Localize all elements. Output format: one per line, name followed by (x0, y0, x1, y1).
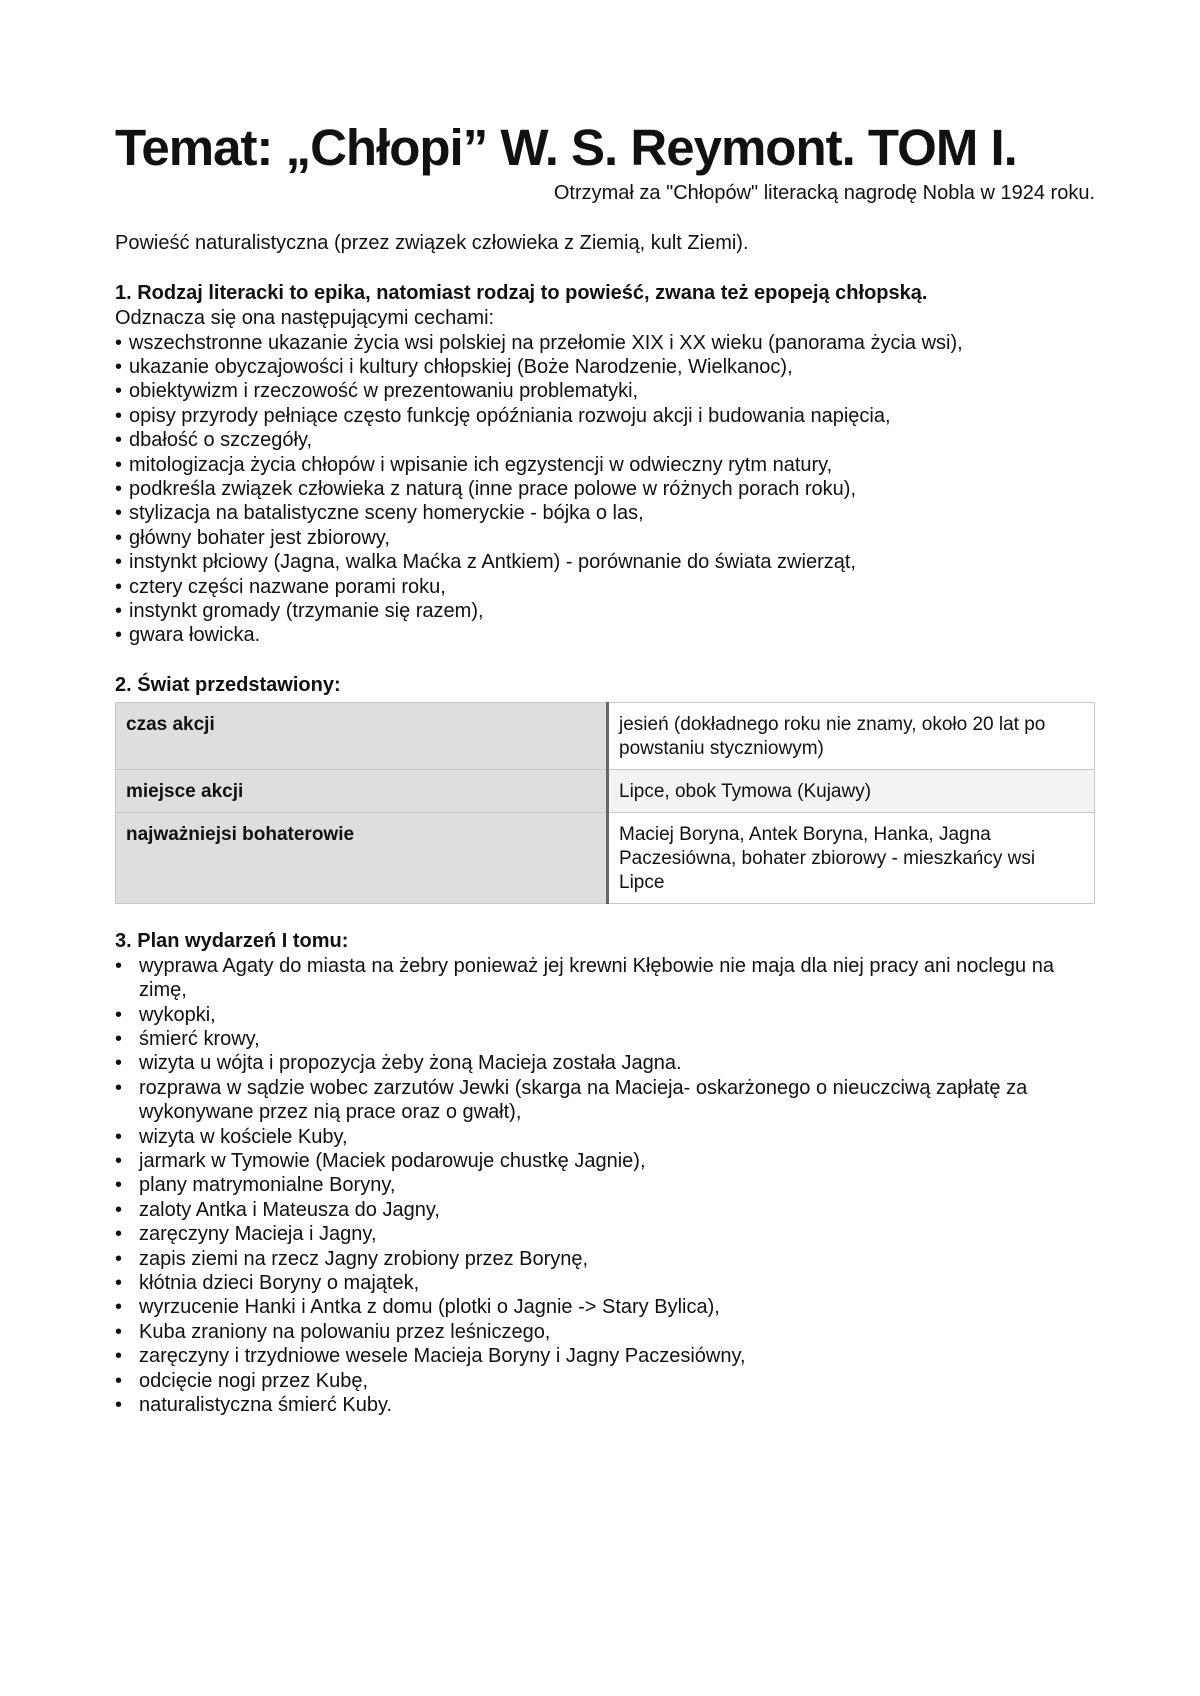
event-item (115, 1198, 1095, 1222)
feature-text: stylizacja na batalistyczne sceny homeryckie - bójka o las, (129, 502, 644, 525)
bullet-icon: • (115, 1150, 123, 1173)
event-text: wykopki, (139, 1003, 216, 1026)
bullet-icon: • (115, 954, 123, 977)
table-value-cell: Maciej Boryna, Antek Boryna, Hanka, Jagna Paczesiówna, bohater zbiorowy - mieszkańcy wsi Lipce (608, 812, 1095, 903)
table-key-cell: czas akcji (116, 702, 608, 769)
feature-text: główny bohater jest zbiorowy, (129, 526, 390, 549)
bullet-icon: • (115, 453, 123, 476)
bullet-icon: • (115, 1198, 123, 1221)
event-item (115, 1222, 1095, 1246)
event-text: odcięcie nogi przez Kubę, (139, 1369, 369, 1392)
table-row (116, 812, 1095, 903)
bullet-icon: • (115, 1296, 123, 1319)
bullet-icon: • (115, 1174, 123, 1197)
bullet-icon: • (115, 599, 123, 622)
event-item (115, 1247, 1095, 1271)
event-item (115, 1051, 1095, 1075)
feature-text: cztery części nazwane porami roku, (129, 575, 446, 598)
event-item (115, 1271, 1095, 1295)
section-1-heading: 1. Rodzaj literacki to epika, natomiast rodzaj to powieść, zwana też epopeją chłopską. (115, 282, 928, 304)
event-text: śmierć krowy, (139, 1028, 260, 1050)
feature-item (115, 355, 1095, 379)
bullet-icon: • (115, 502, 123, 525)
bullet-icon: • (115, 1369, 123, 1392)
bullet-icon: • (115, 1320, 123, 1343)
feature-item (115, 428, 1095, 452)
feature-item (115, 623, 1095, 647)
event-text: zaręczyny Macieja i Jagny, (139, 1223, 377, 1246)
feature-item (115, 331, 1095, 355)
section-2 (115, 672, 1095, 904)
event-item (115, 1027, 1095, 1051)
feature-item (115, 379, 1095, 403)
event-text: jarmark w Tymowie (Maciek podarowuje chustkę Jagnie), (139, 1150, 646, 1173)
table-value-cell: Lipce, obok Tymowa (Kujawy) (608, 769, 1095, 812)
section-3-heading: 3. Plan wydarzeń I tomu: (115, 929, 349, 952)
bullet-icon: • (115, 1003, 123, 1026)
bullet-icon: • (115, 331, 123, 354)
feature-text: obiektywizm i rzeczowość w prezentowaniu problematyki, (129, 380, 639, 403)
table-key-cell: miejsce akcji (116, 769, 608, 812)
bullet-icon: • (115, 1223, 123, 1246)
bullet-icon: • (115, 1028, 123, 1050)
feature-item (115, 501, 1095, 525)
event-text: rozprawa w sądzie wobec zarzutów Jewki (skarga na Macieja- oskarżonego o nieuczciwą zapłatę za wykonywane przez nią prace oraz o gwałt), (139, 1076, 1028, 1124)
event-item (115, 1149, 1095, 1173)
feature-item (115, 550, 1095, 574)
feature-text: instynkt płciowy (Jagna, walka Maćka z Antkiem) - porównanie do świata zwierząt, (129, 551, 856, 574)
bullet-icon: • (115, 1247, 123, 1270)
bullet-icon: • (115, 575, 123, 598)
table-row (116, 702, 1095, 769)
events-list (115, 954, 1095, 1418)
section-1 (115, 280, 1095, 648)
event-text: plany matrymonialne Boryny, (139, 1174, 396, 1197)
world-table (115, 702, 1095, 904)
event-text: wizyta w kościele Kuby, (139, 1125, 348, 1148)
table-value-cell: jesień (dokładnego roku nie znamy, około 20 lat po powstaniu styczniowym) (608, 702, 1095, 769)
event-item (115, 1369, 1095, 1393)
section-1-lead: Odznacza się ona następującymi cechami: (115, 307, 495, 329)
bullet-icon: • (115, 1125, 123, 1148)
feature-text: opisy przyrody pełniące często funkcję opóźniania rozwoju akcji i budowania napięcia, (129, 404, 891, 427)
feature-item (115, 599, 1095, 623)
features-list (115, 331, 1095, 648)
event-text: zapis ziemi na rzecz Jagny zrobiony przez Borynę, (139, 1247, 589, 1270)
bullet-icon: • (115, 1052, 123, 1075)
document-page (115, 118, 1095, 1418)
feature-text: ukazanie obyczajowości i kultury chłopskiej (Boże Narodzenie, Wielkanoc), (129, 355, 793, 378)
feature-item (115, 575, 1095, 599)
event-text: wizyta u wójta i propozycja żeby żoną Macieja została Jagna. (139, 1052, 682, 1075)
event-item (115, 1125, 1095, 1149)
bullet-icon: • (115, 355, 123, 378)
feature-text: instynkt gromady (trzymanie się razem), (129, 599, 484, 622)
event-item (115, 954, 1095, 1003)
bullet-icon: • (115, 477, 123, 500)
subtitle: Otrzymał za "Chłopów" literacką nagrodę Nobla w 1924 roku. (553, 182, 1095, 204)
bullet-icon: • (115, 1394, 123, 1417)
event-text: zaloty Antka i Mateusza do Jagny, (139, 1198, 440, 1221)
feature-text: gwara łowicka. (129, 624, 261, 647)
feature-text: mitologizacja życia chłopów i wpisanie ich egzystencji w odwieczny rytm natury, (129, 453, 833, 476)
event-item (115, 1003, 1095, 1027)
event-text: wyrzucenie Hanki i Antka z domu (plotki o Jagnie -> Stary Bylica), (139, 1296, 720, 1319)
page-title: Temat: „Chłopi” W. S. Reymont. TOM I. (115, 119, 1017, 176)
event-item (115, 1173, 1095, 1197)
section-3 (115, 928, 1095, 1418)
bullet-icon: • (115, 551, 123, 574)
bullet-icon: • (115, 624, 123, 647)
feature-text: dbałość o szczegóły, (129, 429, 313, 452)
feature-item (115, 477, 1095, 501)
event-item (115, 1076, 1095, 1125)
bullet-icon: • (115, 404, 123, 427)
event-item (115, 1344, 1095, 1368)
event-item (115, 1393, 1095, 1417)
event-text: Kuba zraniony na polowaniu przez leśniczego, (139, 1320, 551, 1343)
event-text: naturalistyczna śmierć Kuby. (139, 1394, 393, 1417)
bullet-icon: • (115, 1345, 123, 1368)
table-row (116, 769, 1095, 812)
bullet-icon: • (115, 429, 123, 452)
event-item (115, 1295, 1095, 1319)
section-2-heading: 2. Świat przedstawiony: (115, 673, 341, 696)
feature-item (115, 453, 1095, 477)
bullet-icon: • (115, 526, 123, 549)
feature-text: podkreśla związek człowieka z naturą (inne prace polowe w różnych porach roku), (129, 477, 857, 500)
event-text: kłótnia dzieci Boryny o majątek, (139, 1272, 420, 1295)
feature-item (115, 526, 1095, 550)
event-text: zaręczyny i trzydniowe wesele Macieja Boryny i Jagny Paczesiówny, (139, 1345, 746, 1368)
intro-paragraph: Powieść naturalistyczna (przez związek człowieka z Ziemią, kult Ziemi). (115, 232, 749, 254)
feature-text: wszechstronne ukazanie życia wsi polskiej na przełomie XIX i XX wieku (panorama życia wsi), (129, 331, 963, 354)
feature-item (115, 404, 1095, 428)
bullet-icon: • (115, 1076, 123, 1099)
event-text: wyprawa Agaty do miasta na żebry ponieważ jej krewni Kłębowie nie maja dla niej pracy ani noclegu na zimę, (139, 954, 1054, 1002)
bullet-icon: • (115, 380, 123, 403)
bullet-icon: • (115, 1272, 123, 1295)
table-key-cell: najważniejsi bohaterowie (116, 812, 608, 903)
event-item (115, 1320, 1095, 1344)
